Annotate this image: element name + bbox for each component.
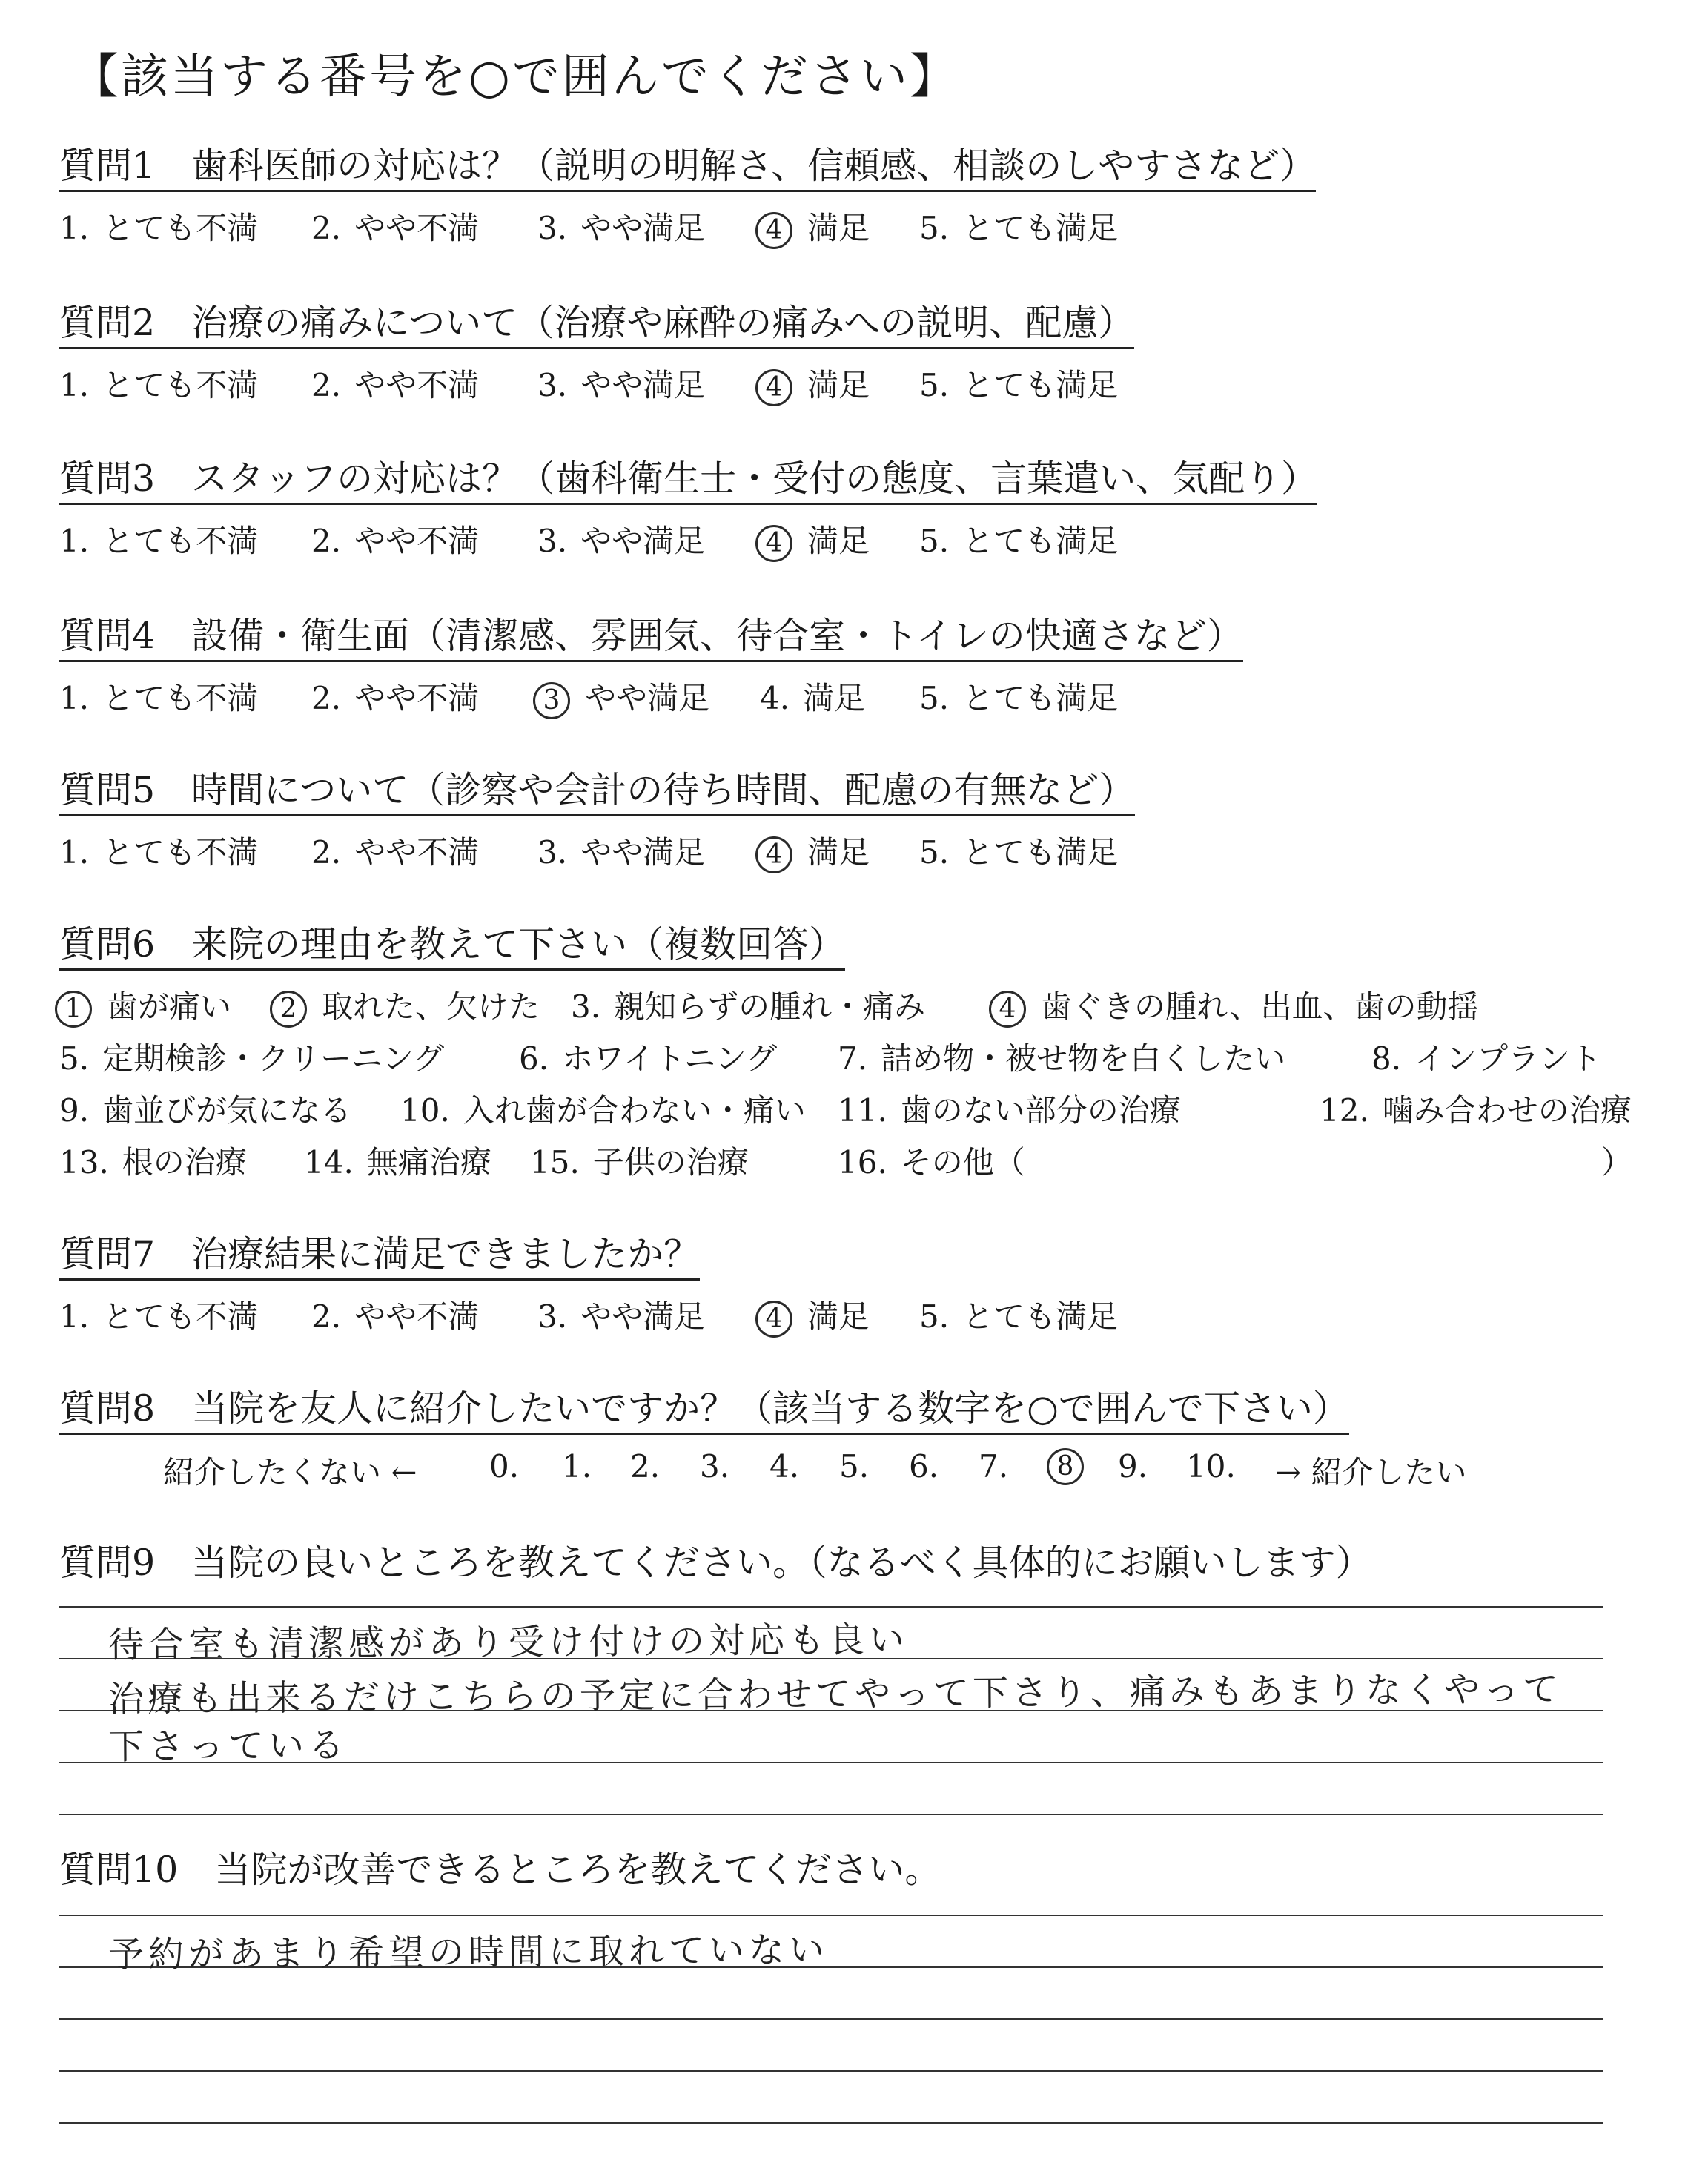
option-number: 1. bbox=[59, 680, 90, 717]
question-heading: 質問2 治療の痛みについて（治療や麻酔の痛みへの説明、配慮） bbox=[59, 303, 1134, 349]
scale-number[interactable]: 5. bbox=[839, 1448, 870, 1485]
scale-number[interactable]: 2. bbox=[630, 1448, 661, 1485]
option-2[interactable] bbox=[311, 517, 479, 561]
option-label: 歯並びが気になる bbox=[102, 1092, 352, 1129]
reason-row bbox=[59, 982, 1653, 1027]
option-number: 3. bbox=[537, 523, 568, 560]
question-10 bbox=[59, 1849, 1653, 1894]
option-number: 2. bbox=[311, 523, 342, 560]
option-1[interactable] bbox=[59, 517, 258, 561]
option-label: やや不満 bbox=[354, 210, 480, 247]
option-4[interactable] bbox=[760, 674, 865, 719]
question-7 bbox=[59, 1234, 1653, 1337]
option-1[interactable] bbox=[59, 361, 258, 406]
option-number: 1. bbox=[59, 1298, 90, 1335]
question-heading: 質問3 スタッフの対応は？（歯科衛生士・受付の態度、言葉遣い、気配り） bbox=[59, 458, 1317, 505]
other-close-paren: ） bbox=[1601, 1144, 1633, 1181]
option-number: 11. bbox=[838, 1092, 887, 1129]
option-3[interactable] bbox=[537, 361, 705, 406]
reason-option[interactable] bbox=[838, 1086, 1181, 1131]
scale-number[interactable]: 9. bbox=[1118, 1448, 1148, 1485]
reason-option[interactable] bbox=[59, 1034, 444, 1079]
option-label: とても不満 bbox=[102, 210, 259, 247]
option-label: とても満足 bbox=[962, 210, 1119, 247]
reason-option[interactable] bbox=[838, 1034, 1285, 1079]
option-4[interactable] bbox=[760, 1292, 870, 1338]
question-6 bbox=[59, 924, 1653, 1190]
option-label: とても満足 bbox=[962, 1298, 1119, 1335]
option-number: 1. bbox=[59, 523, 90, 560]
scale-number[interactable]: 1. bbox=[562, 1448, 592, 1485]
reason-row bbox=[59, 1138, 1653, 1183]
answer-line bbox=[59, 1606, 1603, 1608]
option-label: やや満足 bbox=[580, 523, 706, 560]
option-number: 6. bbox=[519, 1040, 549, 1077]
option-2[interactable] bbox=[311, 204, 479, 248]
option-number: 5. bbox=[919, 1298, 950, 1335]
option-number: 3. bbox=[537, 1298, 568, 1335]
option-label: やや満足 bbox=[580, 1298, 706, 1335]
option-label: ホワイトニング bbox=[562, 1040, 778, 1077]
option-label: とても不満 bbox=[102, 834, 259, 871]
option-label: 満足 bbox=[807, 523, 870, 560]
handwritten-answer-line: 待合室も清潔感があり受け付けの対応も良い bbox=[107, 1619, 910, 1666]
option-2[interactable] bbox=[311, 828, 479, 873]
option-label: とても満足 bbox=[962, 367, 1119, 404]
option-5[interactable] bbox=[919, 1292, 1118, 1337]
recommend-scale bbox=[59, 1448, 1653, 1496]
question-heading: 質問10 当院が改善できるところを教えてください。 bbox=[59, 1849, 941, 1891]
answer-options bbox=[59, 204, 1653, 248]
answer-options bbox=[59, 517, 1653, 561]
handwritten-answer-line: 下さっている bbox=[107, 1724, 349, 1768]
option-number: 4. bbox=[760, 680, 790, 717]
option-number: 2. bbox=[311, 680, 342, 717]
circled-number: 4 bbox=[755, 836, 792, 873]
circled-number: 4 bbox=[989, 991, 1026, 1028]
option-3[interactable] bbox=[537, 828, 705, 873]
option-label: 親知らずの腫れ・痛み bbox=[614, 988, 926, 1025]
option-label: とても不満 bbox=[102, 680, 259, 717]
question-heading: 質問7 治療結果に満足できましたか？ bbox=[59, 1234, 700, 1281]
answer-options bbox=[59, 828, 1653, 873]
answer-line bbox=[59, 2122, 1603, 2124]
option-label: やや満足 bbox=[580, 834, 706, 871]
option-number: 3. bbox=[537, 210, 568, 247]
option-label: やや不満 bbox=[354, 367, 480, 404]
option-number: 1. bbox=[59, 367, 90, 404]
option-label: やや不満 bbox=[354, 523, 480, 560]
option-4[interactable] bbox=[760, 517, 870, 562]
option-label: やや満足 bbox=[580, 210, 706, 247]
answer-options bbox=[59, 1292, 1653, 1337]
option-number: 5. bbox=[919, 367, 950, 404]
reason-row bbox=[59, 1034, 1653, 1079]
handwritten-answer-line: 治療も出来るだけこちらの予定に合わせてやって下さり、痛みもあまりなくやって bbox=[107, 1668, 1563, 1720]
option-2[interactable] bbox=[311, 674, 479, 719]
option-3[interactable] bbox=[537, 1292, 705, 1337]
option-4[interactable] bbox=[760, 361, 870, 406]
question-3 bbox=[59, 458, 1653, 561]
option-number: 9. bbox=[59, 1092, 90, 1129]
option-label: 無痛治療 bbox=[366, 1144, 491, 1181]
answer-options bbox=[59, 674, 1653, 719]
option-number: 3. bbox=[571, 988, 601, 1025]
option-label: とても満足 bbox=[962, 523, 1119, 560]
answer-line bbox=[59, 1814, 1603, 1815]
option-label: 定期検診・クリーニング bbox=[102, 1040, 445, 1077]
option-5[interactable] bbox=[919, 361, 1118, 406]
option-number: 16. bbox=[838, 1144, 887, 1181]
option-number: 1. bbox=[59, 210, 90, 247]
scale-right-label: → 紹介したい bbox=[1275, 1454, 1467, 1491]
option-label: インプラント bbox=[1414, 1040, 1602, 1077]
circled-score[interactable]: 8 bbox=[1047, 1448, 1084, 1485]
option-label: 満足 bbox=[803, 680, 866, 717]
option-number: 5. bbox=[919, 210, 950, 247]
question-5 bbox=[59, 770, 1653, 873]
option-label: とても不満 bbox=[102, 523, 259, 560]
question-heading: 質問8 当院を友人に紹介したいですか？（該当する数字を○で囲んで下さい） bbox=[59, 1388, 1349, 1435]
reason-option[interactable] bbox=[304, 1138, 491, 1183]
reason-option[interactable] bbox=[519, 1034, 777, 1079]
reason-options bbox=[59, 982, 1653, 1190]
option-number: 12. bbox=[1320, 1092, 1369, 1129]
question-4 bbox=[59, 615, 1653, 719]
reason-option[interactable] bbox=[1371, 1034, 1601, 1079]
question-9 bbox=[59, 1542, 1653, 1587]
option-label: 満足 bbox=[807, 367, 870, 404]
option-1[interactable] bbox=[59, 204, 258, 248]
option-label: やや満足 bbox=[580, 367, 706, 404]
question-2 bbox=[59, 303, 1653, 406]
option-label: やや不満 bbox=[354, 680, 480, 717]
question-1 bbox=[59, 145, 1653, 248]
option-5[interactable] bbox=[919, 828, 1118, 873]
answer-line bbox=[59, 2070, 1603, 2072]
circled-number: 2 bbox=[270, 991, 307, 1028]
scale-number[interactable]: 4. bbox=[769, 1448, 800, 1485]
option-label: 歯が痛い bbox=[107, 988, 232, 1025]
option-number: 13. bbox=[59, 1144, 109, 1181]
option-number: 5. bbox=[919, 523, 950, 560]
answer-options bbox=[59, 361, 1653, 406]
option-number: 14. bbox=[304, 1144, 354, 1181]
option-number: 3. bbox=[537, 367, 568, 404]
option-label: とても満足 bbox=[962, 680, 1119, 717]
option-number: 8. bbox=[1371, 1040, 1402, 1077]
option-label: とても不満 bbox=[102, 367, 259, 404]
circled-number: 4 bbox=[755, 1301, 792, 1338]
option-label: 満足 bbox=[807, 1298, 870, 1335]
option-number: 10. bbox=[400, 1092, 450, 1129]
option-5[interactable] bbox=[919, 517, 1118, 561]
option-label: やや不満 bbox=[354, 834, 480, 871]
option-number: 5. bbox=[59, 1040, 90, 1077]
option-number: 3. bbox=[537, 834, 568, 871]
option-label: やや満足 bbox=[585, 680, 710, 717]
question-8 bbox=[59, 1388, 1653, 1496]
scale-number[interactable]: 0. bbox=[489, 1448, 520, 1485]
option-label: 入れ歯が合わない・痛い bbox=[463, 1092, 806, 1129]
option-label: 詰め物・被せ物を白くしたい bbox=[881, 1040, 1286, 1077]
option-2[interactable] bbox=[311, 361, 479, 406]
option-label: 子供の治療 bbox=[592, 1144, 749, 1181]
reason-option[interactable] bbox=[993, 982, 1479, 1028]
answer-line bbox=[59, 1915, 1603, 1916]
option-3[interactable] bbox=[537, 204, 705, 248]
question-heading: 質問6 来院の理由を教えて下さい（複数回答） bbox=[59, 924, 845, 971]
handwritten-answer-line: 予約があまり希望の時間に取れていない bbox=[107, 1929, 830, 1976]
question-heading: 質問9 当院の良いところを教えてください。（なるべく具体的にお願いします） bbox=[59, 1542, 1372, 1584]
option-3[interactable] bbox=[537, 517, 705, 561]
option-number: 2. bbox=[311, 210, 342, 247]
option-label: 満足 bbox=[807, 210, 870, 247]
circled-number: 4 bbox=[755, 369, 792, 406]
option-number: 1. bbox=[59, 834, 90, 871]
option-number: 5. bbox=[919, 834, 950, 871]
question-heading: 質問4 設備・衛生面（清潔感、雰囲気、待合室・トイレの快適さなど） bbox=[59, 615, 1243, 662]
reason-option[interactable] bbox=[571, 982, 925, 1027]
option-label: 歯のない部分の治療 bbox=[900, 1092, 1181, 1129]
option-number: 15. bbox=[530, 1144, 580, 1181]
circled-number: 4 bbox=[755, 525, 792, 562]
option-1[interactable] bbox=[59, 674, 258, 719]
scale-number[interactable]: 7. bbox=[979, 1448, 1009, 1485]
option-3[interactable] bbox=[537, 674, 709, 719]
reason-option[interactable] bbox=[1320, 1086, 1632, 1131]
question-heading: 質問5 時間について（診察や会計の待ち時間、配慮の有無など） bbox=[59, 770, 1135, 816]
reason-option[interactable] bbox=[274, 982, 540, 1028]
option-label: 噛み合わせの治療 bbox=[1382, 1092, 1632, 1129]
option-4[interactable] bbox=[760, 204, 870, 249]
circled-number: 4 bbox=[755, 212, 792, 249]
option-2[interactable] bbox=[311, 1292, 479, 1337]
option-4[interactable] bbox=[760, 828, 870, 873]
option-label: やや不満 bbox=[354, 1298, 480, 1335]
scale-left-label: 紹介したくない ← bbox=[163, 1454, 417, 1491]
option-label: とても不満 bbox=[102, 1298, 259, 1335]
scale-number[interactable]: 3. bbox=[700, 1448, 730, 1485]
reason-option[interactable] bbox=[59, 982, 231, 1028]
option-label: その他（ bbox=[900, 1144, 1025, 1181]
option-label: 取れた、欠けた bbox=[322, 988, 540, 1025]
option-number: 2. bbox=[311, 367, 342, 404]
option-number: 2. bbox=[311, 1298, 342, 1335]
reason-option[interactable] bbox=[59, 1138, 247, 1183]
circled-number: 3 bbox=[533, 682, 570, 719]
option-label: 根の治療 bbox=[122, 1144, 247, 1181]
scale-number[interactable]: 6. bbox=[909, 1448, 939, 1485]
reason-row bbox=[59, 1086, 1653, 1131]
reason-option[interactable] bbox=[59, 1086, 351, 1131]
option-label: 歯ぐきの腫れ、出血、歯の動揺 bbox=[1041, 988, 1479, 1025]
question-heading: 質問1 歯科医師の対応は？（説明の明解さ、信頼感、相談のしやすさなど） bbox=[59, 145, 1316, 192]
option-number: 5. bbox=[919, 680, 950, 717]
scale-number[interactable]: 10. bbox=[1186, 1448, 1236, 1485]
option-number: 2. bbox=[311, 834, 342, 871]
circled-number: 1 bbox=[55, 991, 92, 1028]
option-label: とても満足 bbox=[962, 834, 1119, 871]
option-5[interactable] bbox=[919, 674, 1118, 719]
option-label: 満足 bbox=[807, 834, 870, 871]
reason-option[interactable] bbox=[400, 1086, 806, 1131]
option-1[interactable] bbox=[59, 828, 258, 873]
reason-option[interactable] bbox=[838, 1138, 1025, 1183]
option-number: 7. bbox=[838, 1040, 868, 1077]
reason-option[interactable] bbox=[530, 1138, 749, 1183]
page-title: 【該当する番号を○で囲んでください】 bbox=[71, 50, 959, 105]
option-1[interactable] bbox=[59, 1292, 258, 1337]
option-5[interactable] bbox=[919, 204, 1118, 248]
answer-line bbox=[59, 2018, 1603, 2020]
